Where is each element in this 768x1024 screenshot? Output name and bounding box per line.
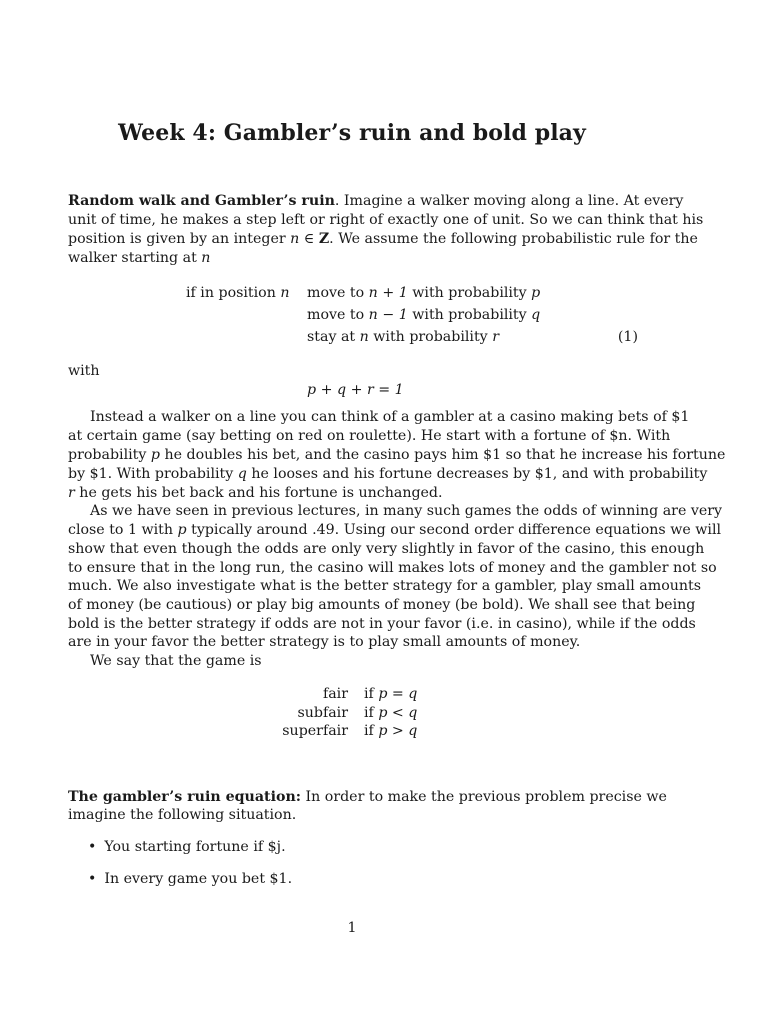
paragraph-3-line-4: to ensure that in the long run, the casino will makes lots of money and the gambler not so xyxy=(68,560,717,576)
text-span: if xyxy=(364,723,379,739)
bullet-list-item xyxy=(88,838,286,857)
text-span: by $1. With probability xyxy=(68,466,238,482)
math-condition: p < q xyxy=(378,705,418,721)
section-2-line-1 xyxy=(68,788,667,807)
with-text: with xyxy=(68,363,100,379)
math-n: n xyxy=(290,231,300,247)
math-condition: p = q xyxy=(378,686,418,702)
game-type-fair: fair xyxy=(322,686,348,702)
page-title: Week 4: Gambler’s ruin and bold play xyxy=(118,120,586,146)
paragraph-3-line-6: of money (be cautious) or play big amounts of money (be bold). We shall see that being xyxy=(68,597,696,613)
paragraph-1-line-4 xyxy=(68,249,638,268)
text-span: position is given by an integer xyxy=(68,231,291,247)
bullet-icon: • xyxy=(88,839,97,855)
math-integers-symbol: Z xyxy=(318,231,330,247)
game-type-superfair: superfair xyxy=(282,723,348,739)
bullet-list-item xyxy=(88,870,292,889)
math-q: q xyxy=(531,307,541,323)
rule-move-left xyxy=(307,306,540,325)
paragraph-1-line-3 xyxy=(68,230,698,249)
math-n: n xyxy=(201,250,211,266)
math-p: p xyxy=(531,285,541,301)
paragraph-2-line-4 xyxy=(68,465,708,484)
paragraph-1-line-1 xyxy=(68,192,684,211)
math-p: p xyxy=(150,447,160,463)
paragraph-2-line-5 xyxy=(68,484,638,503)
game-cond-subfair xyxy=(364,704,417,723)
math-n: n xyxy=(280,285,290,301)
paragraph-3-line-5: much. We also investigate what is the better strategy for a gambler, play small amounts xyxy=(68,578,702,594)
math-r: r xyxy=(492,329,499,345)
math-in-symbol: ∈ xyxy=(299,231,319,247)
bullet-icon: • xyxy=(88,871,97,887)
game-cond-fair xyxy=(364,685,417,704)
text-span: if xyxy=(364,705,379,721)
bullet-text: You starting fortune if $j. xyxy=(104,839,286,855)
text-span: stay at xyxy=(307,329,360,345)
paragraph-2-line-1: Instead a walker on a line you can think of a gambler at a casino making bets of $1 xyxy=(90,409,690,425)
text-span: close to 1 with xyxy=(68,522,178,538)
section-2-line-2: imagine the following situation. xyxy=(68,807,297,823)
math-n: n xyxy=(359,329,369,345)
equation-number: (1) xyxy=(617,329,638,345)
text-span: . Imagine a walker moving along a line. At every xyxy=(334,193,684,209)
paragraph-3-line-7: bold is the better strategy if odds are not in your favor (i.e. in casino), while if the odds xyxy=(68,616,696,632)
text-span: probability xyxy=(68,447,151,463)
text-span: move to xyxy=(307,307,369,323)
math-p: p xyxy=(177,522,187,538)
paragraph-2-line-3 xyxy=(68,446,726,465)
math-n-plus-1: n + 1 xyxy=(368,285,408,301)
page-number: 1 xyxy=(347,920,357,936)
paragraph-1-line-2: unit of time, he makes a step left or right of exactly one of unit. So we can think that his xyxy=(68,212,704,228)
rule-condition xyxy=(186,284,290,303)
text-span: move to xyxy=(307,285,369,301)
text-span: if xyxy=(364,686,379,702)
text-span: typically around .49. Using our second order difference equations we will xyxy=(186,522,722,538)
text-span: In order to make the previous problem precise we xyxy=(301,789,667,805)
game-type-subfair: subfair xyxy=(297,705,348,721)
text-span: with probability xyxy=(407,307,532,323)
text-span: he gets his bet back and his fortune is unchanged. xyxy=(74,485,443,501)
math-r: r xyxy=(68,485,75,501)
paragraph-2-line-2: at certain game (say betting on red on roulette). He start with a fortune of $n. With xyxy=(68,428,671,444)
bullet-text: In every game you bet $1. xyxy=(104,871,293,887)
math-q: q xyxy=(237,466,247,482)
paragraph-3-line-3: show that even though the odds are only very slightly in favor of the casino, this enough xyxy=(68,541,705,557)
rule-stay xyxy=(307,328,499,347)
text-span: . We assume the following probabilistic rule for the xyxy=(329,231,698,247)
text-span: with probability xyxy=(368,329,493,345)
text-span: he looses and his fortune decreases by $1, and with probability xyxy=(246,466,708,482)
paragraph-3-line-8: are in your favor the better strategy is to play small amounts of money. xyxy=(68,634,581,650)
section-heading-ruin-equation: The gambler’s ruin equation: xyxy=(68,789,302,805)
rule-move-right xyxy=(307,284,540,303)
math-condition: p > q xyxy=(378,723,418,739)
game-cond-superfair xyxy=(364,722,417,741)
text-span: he doubles his bet, and the casino pays him $1 so that he increase his fortune xyxy=(159,447,726,463)
paragraph-4: We say that the game is xyxy=(90,653,262,669)
section-heading-random-walk: Random walk and Gambler’s ruin xyxy=(68,193,335,209)
text-span: with probability xyxy=(407,285,532,301)
sum-equation: p + q + r = 1 xyxy=(307,382,404,398)
paragraph-3-line-2 xyxy=(68,521,722,540)
text-span: if in position xyxy=(186,285,281,301)
text-span: walker starting at xyxy=(68,250,202,266)
paragraph-3-line-1: As we have seen in previous lectures, in many such games the odds of winning are very xyxy=(90,503,723,519)
math-n-minus-1: n − 1 xyxy=(368,307,408,323)
